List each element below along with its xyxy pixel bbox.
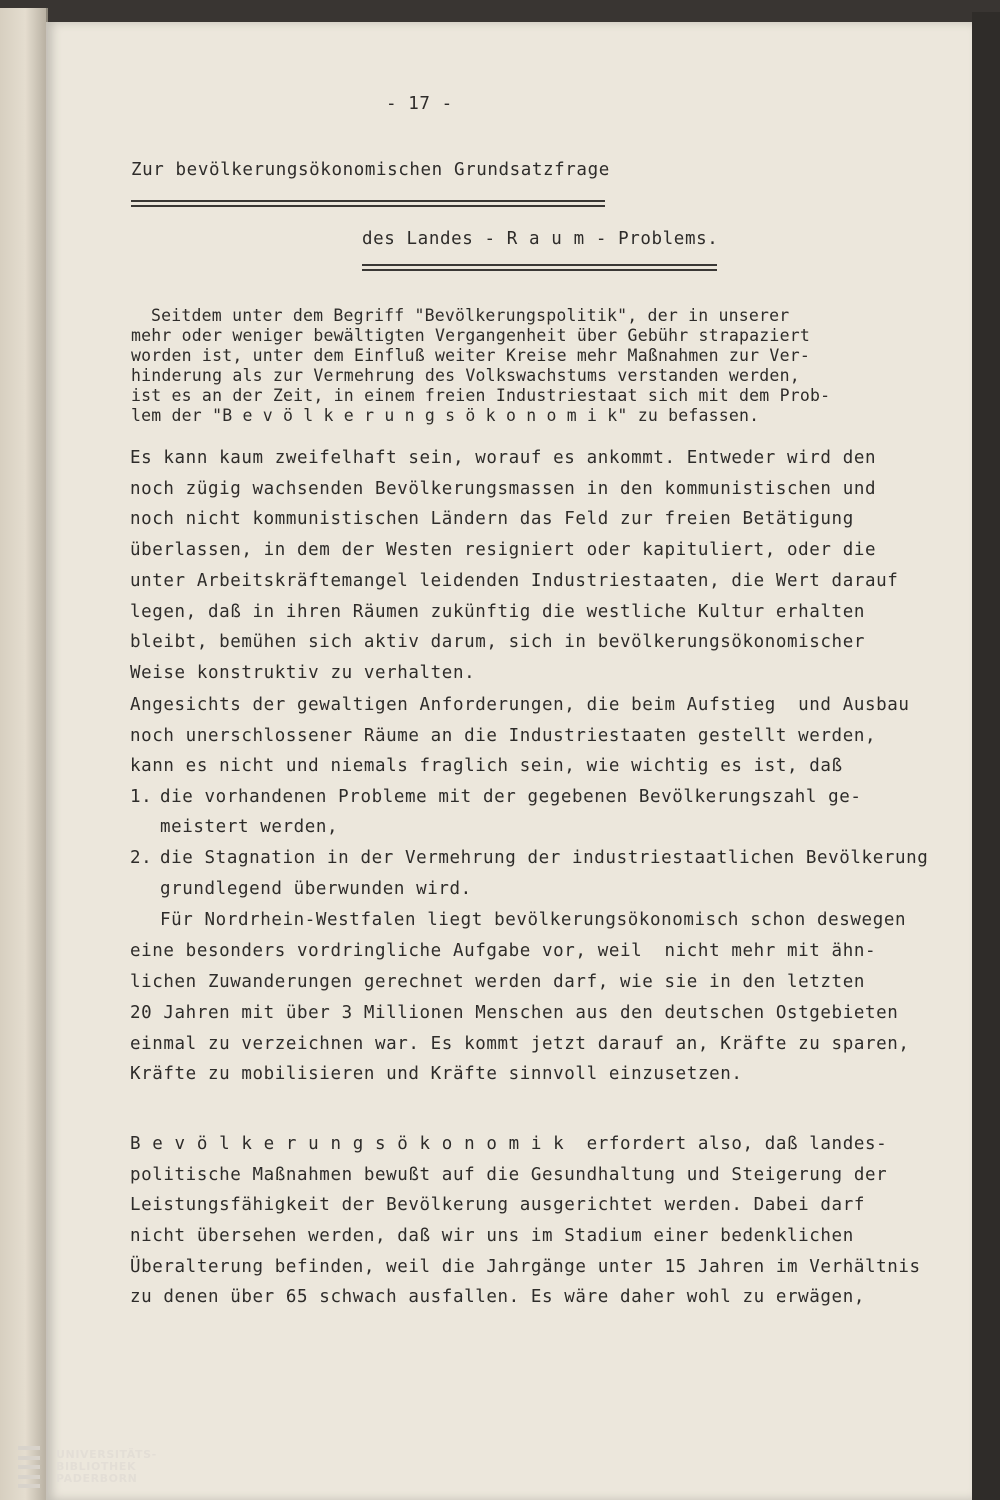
- body-line: Angesichts der gewaltigen Anforderungen, die beim Aufstieg und Ausbau: [130, 695, 910, 715]
- body-line: überlassen, in dem der Westen resigniert oder kapituliert, oder die: [130, 540, 877, 560]
- intro-line: worden ist, unter dem Einfluß weiter Kreise mehr Maßnahmen zur Ver-: [131, 346, 810, 365]
- body-line: Leistungsfähigkeit der Bevölkerung ausgerichtet werden. Dabei darf: [130, 1195, 865, 1215]
- body-line: Kräfte zu mobilisieren und Kräfte sinnvoll einzusetzen.: [130, 1064, 743, 1084]
- library-logo-text: [56, 1449, 157, 1485]
- heading-underline-1: [131, 200, 605, 207]
- body-line: noch nicht kommunistischen Ländern das Feld zur freien Betätigung: [130, 509, 854, 529]
- intro-line: mehr oder weniger bewältigten Vergangenheit über Gebühr strapaziert: [131, 326, 810, 345]
- intro-line: lem der "B e v ö l k e r u n g s ö k o n o m i k" zu befassen.: [131, 406, 760, 425]
- body-line: legen, daß in ihren Räumen zukünftig die westliche Kultur erhalten: [130, 602, 865, 622]
- library-logo-mark: [18, 1446, 40, 1488]
- body-line: einmal zu verzeichnen war. Es kommt jetzt darauf an, Kräfte zu sparen,: [130, 1034, 910, 1054]
- list-number: 2.: [130, 848, 153, 868]
- body-line: Überalterung befinden, weil die Jahrgänge unter 15 Jahren im Verhältnis: [130, 1257, 921, 1277]
- library-logo-line: PADERBORN: [56, 1472, 138, 1485]
- document-page: [46, 22, 972, 1500]
- body-line: Es kann kaum zweifelhaft sein, worauf es ankommt. Entweder wird den: [130, 448, 877, 468]
- body-line: Weise konstruktiv zu verhalten.: [130, 663, 476, 683]
- body-line: politische Maßnahmen bewußt auf die Gesundhaltung und Steigerung der: [130, 1165, 888, 1185]
- list-item-line: die vorhandenen Probleme mit der gegebenen Bevölkerungszahl ge-: [160, 787, 862, 807]
- heading-line-1: Zur bevölkerungsökonomischen Grundsatzfrage: [131, 160, 610, 180]
- body-line: B e v ö l k e r u n g s ö k o n o m i k erfordert also, daß landes-: [130, 1134, 888, 1154]
- body-line: bleibt, bemühen sich aktiv darum, sich in bevölkerungsökonomischer: [130, 632, 865, 652]
- body-line: zu denen über 65 schwach ausfallen. Es wäre daher wohl zu erwägen,: [130, 1287, 865, 1307]
- previous-page-edge: [0, 8, 48, 1500]
- body-line: 20 Jahren mit über 3 Millionen Menschen aus den deutschen Ostgebieten: [130, 1003, 899, 1023]
- list-item-line: grundlegend überwunden wird.: [160, 879, 472, 899]
- library-logo-line: BIBLIOTHEK: [56, 1460, 137, 1473]
- library-logo: [18, 1446, 157, 1488]
- page-number: - 17 -: [386, 94, 453, 114]
- list-item-line: meistert werden,: [160, 817, 339, 837]
- list-number: 1.: [130, 787, 153, 807]
- body-line: noch unerschlossener Räume an die Industriestaaten gestellt werden,: [130, 726, 877, 746]
- right-edge-shadow: [972, 12, 1000, 1500]
- body-line: nicht übersehen werden, daß wir uns im Stadium einer bedenklichen: [130, 1226, 854, 1246]
- body-line: eine besonders vordringliche Aufgabe vor, weil nicht mehr mit ähn-: [130, 941, 877, 961]
- library-logo-line: UNIVERSITÄTS-: [56, 1448, 157, 1461]
- body-line: lichen Zuwanderungen gerechnet werden darf, wie sie in den letzten: [130, 972, 865, 992]
- intro-line: Seitdem unter dem Begriff "Bevölkerungspolitik", der in unserer: [151, 306, 790, 325]
- body-line: noch zügig wachsenden Bevölkerungsmassen in den kommunistischen und: [130, 479, 877, 499]
- intro-line: hinderung als zur Vermehrung des Volkswachstums verstanden werden,: [131, 366, 800, 385]
- list-item-line: die Stagnation in der Vermehrung der industriestaatlichen Bevölkerung: [160, 848, 929, 868]
- body-line: unter Arbeitskräftemangel leidenden Industriestaaten, die Wert darauf: [130, 571, 899, 591]
- intro-line: ist es an der Zeit, in einem freien Industriestaat sich mit dem Prob-: [131, 386, 831, 405]
- heading-underline-2: [362, 264, 717, 271]
- heading-line-2: des Landes - R a u m - Problems.: [362, 229, 719, 249]
- body-line: Für Nordrhein-Westfalen liegt bevölkerungsökonomisch schon deswegen: [160, 910, 907, 930]
- body-line: kann es nicht und niemals fraglich sein, wie wichtig es ist, daß: [130, 756, 843, 776]
